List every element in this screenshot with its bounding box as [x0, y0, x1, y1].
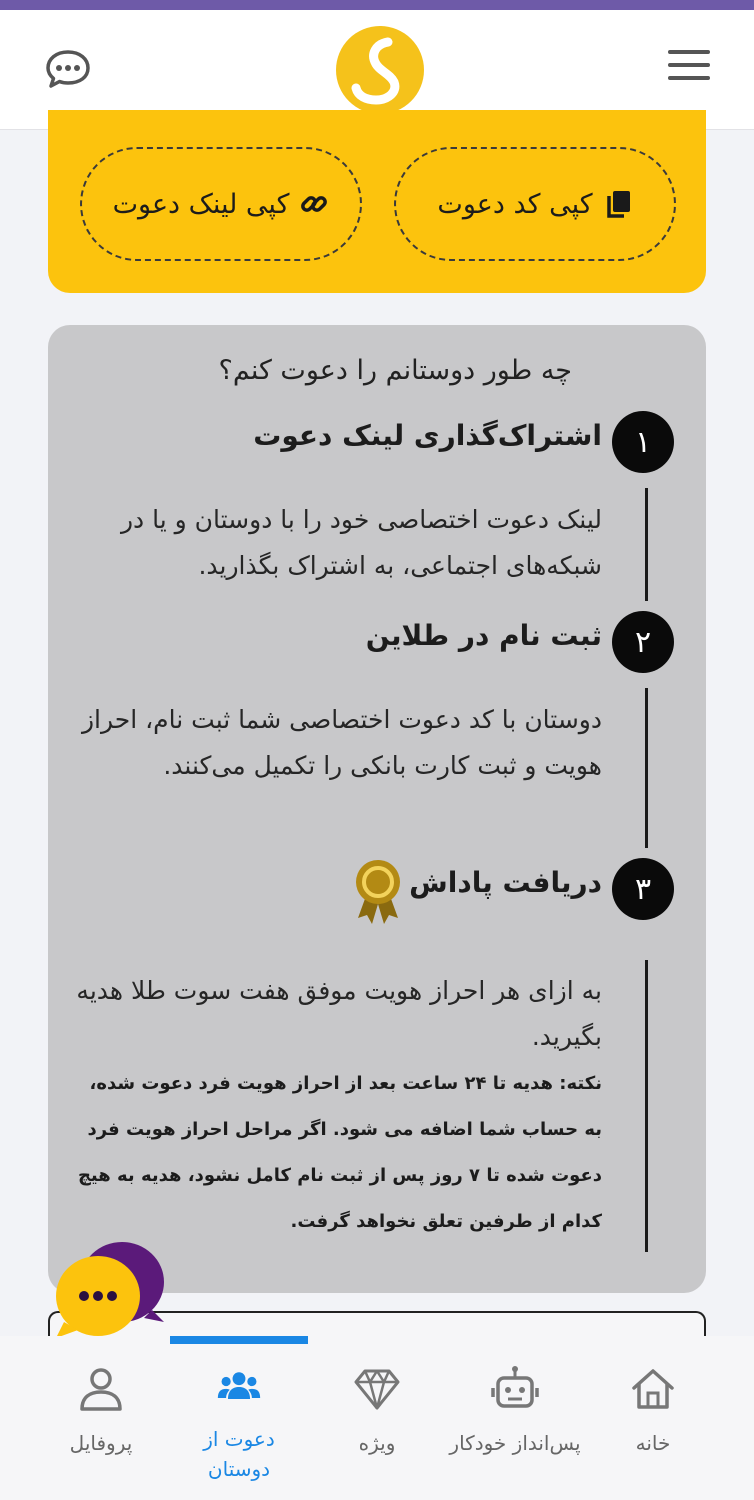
step-2-number-badge: ۲: [612, 611, 674, 673]
home-icon: [628, 1364, 678, 1414]
copy-invite-link-button[interactable]: [80, 147, 362, 261]
step-1-description: لینک دعوت اختصاصی خود را با دوستان و یا در شبکه‌های اجتماعی، به اشتراک بگذارید.: [120, 505, 602, 580]
nav-special[interactable]: [302, 1364, 452, 1484]
nav-special-label: ویژه: [358, 1431, 396, 1455]
medal-icon: [352, 856, 404, 926]
link-icon: [299, 189, 329, 219]
robot-icon: [490, 1364, 540, 1414]
nav-profile[interactable]: [26, 1364, 176, 1484]
step-3-note: نکته: هدیه تا ۲۴ ساعت بعد از احراز هویت فرد دعوت شده، به حساب شما اضافه می شود. اگر مراحل احراز هویت فرد دعوت شده تا ۷ روز پس از ثبت نام کامل نشود، هدیه به هیچ کدام از طرفین تعلق نخواهد گرفت.: [77, 1073, 602, 1232]
timeline-line-2: [645, 688, 648, 848]
bottom-navigation: [0, 1336, 754, 1500]
timeline-line-1: [645, 488, 648, 601]
copy-invite-link-label: کپی لینک دعوت: [112, 188, 290, 220]
nav-home[interactable]: [578, 1364, 728, 1484]
active-tab-indicator: [170, 1336, 308, 1344]
diamond-icon: [352, 1364, 402, 1414]
how-to-invite-card: [48, 325, 706, 1293]
step-1-title: اشتراک‌گذاری لینک دعوت: [253, 419, 602, 452]
how-to-title: چه طور دوستانم را دعوت کنم؟: [218, 355, 572, 386]
nav-auto-saving-label: پس‌انداز خودکار: [449, 1431, 581, 1455]
step-1-number-badge: ۱: [612, 411, 674, 473]
talaiin-logo[interactable]: [336, 26, 424, 114]
step-3-title: دریافت پاداش: [409, 866, 602, 899]
nav-invite-friends[interactable]: [164, 1364, 314, 1484]
nav-invite-friends-label: دعوت از دوستان: [203, 1427, 275, 1481]
copy-invite-code-button[interactable]: [394, 147, 676, 261]
step-3-description: به ازای هر احراز هویت موفق هفت سوت طلا هدیه بگیرید.: [76, 976, 602, 1051]
user-icon: [76, 1364, 126, 1414]
invite-actions-card: [48, 110, 706, 293]
step-2-description: دوستان با کد دعوت اختصاصی شما ثبت نام، احراز هویت و ثبت کارت بانکی را تکمیل می‌کنند.: [81, 705, 602, 780]
copy-icon: [603, 189, 633, 219]
chat-icon[interactable]: [44, 48, 92, 92]
users-icon: [214, 1364, 264, 1410]
hamburger-menu-icon[interactable]: [668, 50, 710, 84]
support-chat-fab[interactable]: [52, 1240, 168, 1344]
status-bar-strip: [0, 0, 754, 10]
copy-invite-code-label: کپی کد دعوت: [437, 188, 593, 220]
step-2-title: ثبت نام در طلاین: [365, 619, 602, 652]
nav-home-label: خانه: [635, 1431, 671, 1455]
nav-auto-saving[interactable]: [440, 1364, 590, 1484]
nav-profile-label: پروفایل: [69, 1431, 133, 1455]
step-3-number-badge: ۳: [612, 858, 674, 920]
timeline-line-3: [645, 960, 648, 1252]
